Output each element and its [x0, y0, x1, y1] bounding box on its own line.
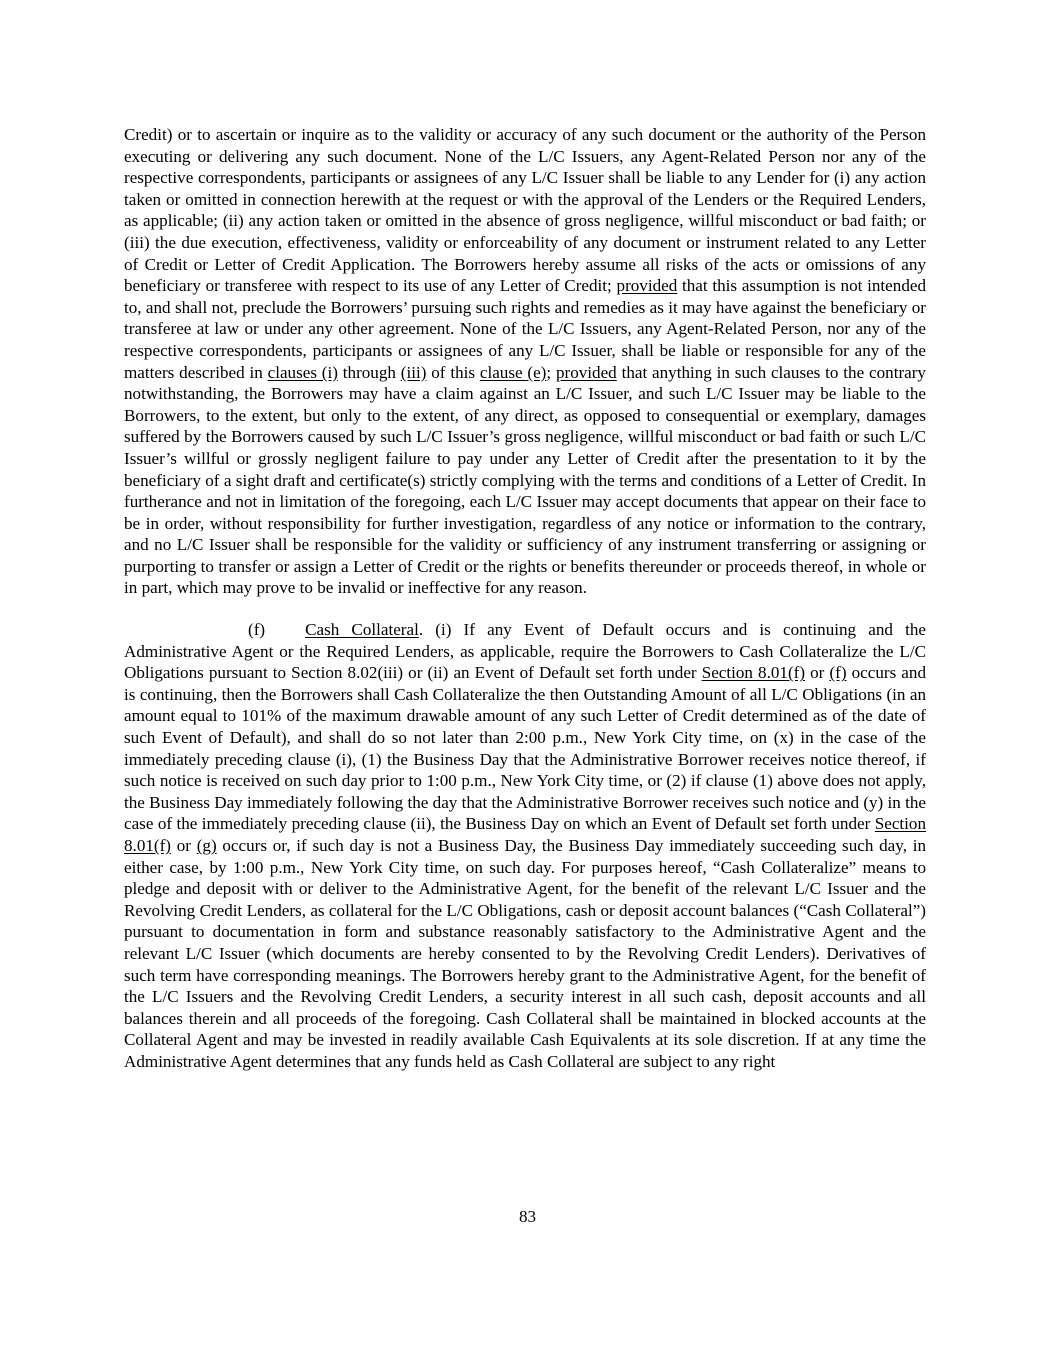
text-segment: or — [171, 836, 197, 855]
text-segment: Credit) or to ascertain or inquire as to the validity or accuracy of any such document or the authority of the Person executing or delivering any such document. None of the L/C Issuers, any Agent-Related Person nor any of the respective correspondents, participants or assignees of any L/C Issuer shall be liable to any Lender for (i) any action taken or omitted in connection herewith at the request or with the approval of the Lenders or the Required Lenders, as applicable; (ii) any action taken or omitted in the absence of gross negligence, willful misconduct or bad faith; or (iii) the due execution, effectiveness, validity or enforceability of any document or instrument related to any Letter of Credit or Letter of Credit Application. The Borrowers hereby assume all risks of the acts or omissions of any beneficiary or transferee with respect to its use of any Letter of Credit; — [124, 125, 926, 296]
text-segment: ; — [546, 362, 556, 382]
text-segment: occurs or, if such day is not a Business Day, the Business Day immediately succeeding such day, in either case, by 1:00 p.m., New York City time, on such day. For purposes hereof, “Cash Collateralize” means to pledge and deposit with or deliver to the Administrative Agent, for the benefit of the relevant L/C Issuer and the Revolving Credit Lenders, as collateral for the L/C Obligations, cash or deposit account balances (“Cash Collateral”) pursuant to documentation in form and substance reasonably satisfactory to the Administrative Agent and the relevant L/C Issuer (which documents are hereby consented to by the Revolving Credit Lenders). Derivatives of such term have corresponding meanings. The Borrowers hereby grant to the Administrative Agent, for the benefit of the L/C Issuers and the Revolving Credit Lenders, a security interest in all such cash, deposit accounts and all balances therein and all proceeds of the foregoing. Cash Collateral shall be maintained in blocked accounts at the Collateral Agent and may be invested in readily available Cash Equivalents at its sole discretion. If at any time the Administrative Agent determines that any funds held as Cash Collateral are subject to any right — [124, 836, 926, 1071]
text-segment: . (i) If any Event of Default occurs and is continuing and the Administrative Agent or the Required Lenders, as applicable, require the Borrowers to Cash Collateralize the L/C Obligations pursuant to Section 8.02(iii) or (ii) an Event of Default set forth under — [124, 620, 926, 683]
cross-reference-clauses-i: clauses (i) — [267, 362, 338, 382]
cross-reference-g: (g) — [196, 836, 217, 855]
section-label: (f) — [248, 620, 266, 640]
document-page — [124, 124, 926, 1073]
text-segment: occurs and is continuing, then the Borrowers shall Cash Collateralize the then Outstanding Amount of all L/C Obligations (in an amount equal to 101% of the maximum drawable amount of any such Letter of Credit determined as of the date of such Event of Default), and shall do so not later than 2:00 p.m., New York City time, on (x) in the case of the immediately preceding clause (i), (1) the Business Day that the Administrative Borrower receives notice thereof, if such notice is received on such day prior to 1:00 p.m., New York City time, or (2) if clause (1) above does not apply, the Business Day immediately following the day that the Administrative Borrower receives such notice and (y) in the case of the immediately preceding clause (ii), the Business Day on which an Event of Default set forth under — [124, 663, 926, 834]
cross-reference-clause-e: clause (e) — [479, 362, 547, 382]
underlined-term-provided: provided — [555, 362, 617, 382]
cross-reference-section-8-01-f: Section 8.01(f) — [124, 814, 926, 855]
text-segment: through — [337, 362, 401, 382]
text-segment: that this assumption is not intended to, and shall not, preclude the Borrowers’ pursuing such rights and remedies as it may have against the beneficiary or transferee at law or under any other agreement. None of the L/C Issuers, any Agent-Related Person, nor any of the respective correspondents, participants or assignees of any L/C Issuer, shall be liable or responsible for any of the matters described in — [124, 276, 926, 382]
page-number: 83 — [518, 1207, 537, 1226]
text-segment: or — [805, 663, 830, 683]
cross-reference-section-8-01-f: Section 8.01(f) — [701, 663, 806, 683]
text-segment: that anything in such clauses to the contrary notwithstanding, the Borrowers may have a claim against an L/C Issuer, and such L/C Issuer may be liable to the Borrowers, to the extent, but only to the extent, of any direct, as opposed to consequential or exemplary, damages suffered by the Borrowers caused by such L/C Issuer’s gross negligence, willful misconduct or bad faith or such L/C Issuer’s willful or grossly negligent failure to pay under any Letter of Credit after the presentation to it by the beneficiary of a sight draft and certificate(s) strictly complying with the terms and conditions of a Letter of Credit. In furtherance and not in limitation of the foregoing, each L/C Issuer may accept documents that appear on their face to be in order, without responsibility for further investigation, regardless of any notice or information to the contrary, and no L/C Issuer shall be responsible for the validity or sufficiency of any instrument transferring or assigning or purporting to transfer or assign a Letter of Credit or the rights or benefits thereunder or proceeds thereof, in whole or in part, which may prove to be invalid or ineffective for any reason. — [124, 362, 926, 598]
section-heading-cash-collateral: Cash Collateral — [305, 620, 419, 640]
text-segment: of this — [426, 362, 480, 382]
paragraph-letter-of-credit-liability — [124, 124, 926, 599]
cross-reference-iii: (iii) — [400, 362, 427, 382]
paragraph-cash-collateral — [124, 619, 926, 1072]
cross-reference-f: (f) — [829, 663, 847, 683]
underlined-term-provided: provided — [616, 276, 678, 296]
